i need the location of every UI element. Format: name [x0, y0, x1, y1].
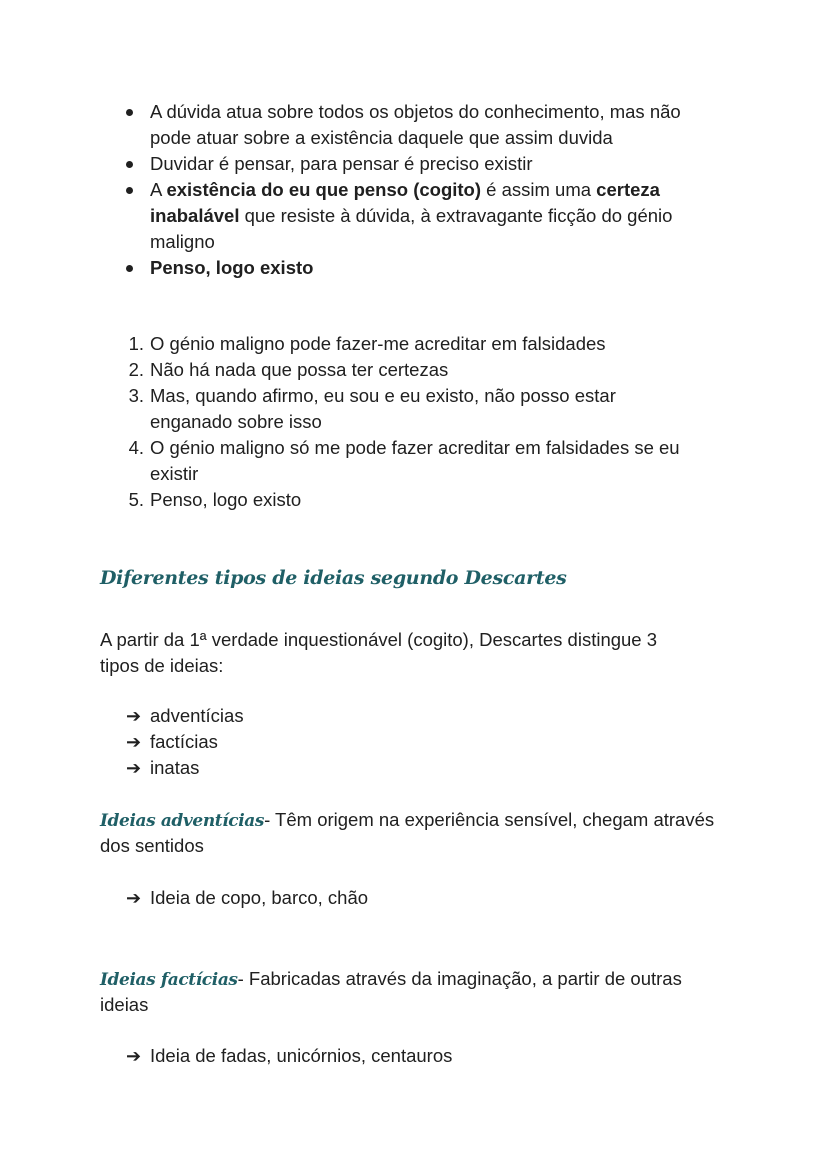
bold-text: certeza [596, 179, 660, 200]
text-run: - Fabricadas através da imaginação, a partir de outras [237, 968, 682, 989]
bullet-item-3-line1 [150, 177, 660, 203]
adventicias-paragraph-line2: dos sentidos [100, 835, 204, 856]
bullet-item-3-line2 [150, 203, 672, 229]
arrow-icon: ➔ [126, 888, 142, 908]
facticias-paragraph-line2: ideias [100, 994, 149, 1015]
numbered-item-3-line2: enganado sobre isso [150, 411, 322, 432]
list-number: 1. [128, 333, 144, 354]
intro-line2: tipos de ideias: [100, 655, 224, 676]
bullet-item-3-line3: maligno [150, 231, 215, 252]
bullet-item-1-line1: A dúvida atua sobre todos os objetos do conhecimento, mas não [150, 101, 681, 122]
adventicias-example: Ideia de copo, barco, chão [150, 887, 369, 908]
type-item: factícias [150, 731, 218, 752]
facticias-label: Ideias factícias [100, 970, 238, 990]
bold-text: inabalável [150, 205, 240, 226]
arrow-icon: ➔ [126, 706, 142, 726]
type-item: inatas [150, 757, 200, 778]
facticias-paragraph-line1 [100, 966, 682, 993]
bullet-item-2: Duvidar é pensar, para pensar é preciso existir [150, 153, 533, 174]
type-item: adventícias [150, 705, 244, 726]
list-number: 3. [128, 385, 144, 406]
numbered-item-4-line2: existir [150, 463, 199, 484]
list-number: 2. [128, 359, 144, 380]
numbered-item-3-line1: Mas, quando afirmo, eu sou e eu existo, não posso estar [150, 385, 616, 406]
bullet-dot [126, 109, 133, 116]
bullet-item-4 [150, 255, 313, 281]
arrow-icon: ➔ [126, 1046, 142, 1066]
text-run: - Têm origem na experiência sensível, chegam através [264, 809, 715, 830]
section-heading: Diferentes tipos de ideias segundo Descartes [100, 567, 567, 589]
list-number: 4. [128, 437, 144, 458]
list-number: 5. [128, 489, 144, 510]
bold-text: existência do eu que penso (cogito) [166, 179, 482, 200]
text-run: A [150, 179, 167, 200]
intro-line1: A partir da 1ª verdade inquestionável (cogito), Descartes distingue 3 [100, 629, 658, 650]
numbered-item-4-line1: O génio maligno só me pode fazer acreditar em falsidades se eu [150, 437, 680, 458]
numbered-item-5: Penso, logo existo [150, 489, 302, 510]
adventicias-paragraph-line1 [100, 807, 714, 834]
bullet-dot [126, 187, 133, 194]
text-run: que resiste à dúvida, à extravagante ficção do génio [239, 205, 673, 226]
adventicias-label: Ideias adventícias [100, 811, 265, 831]
facticias-example: Ideia de fadas, unicórnios, centauros [150, 1045, 453, 1066]
bullet-dot [126, 265, 133, 272]
bullet-dot [126, 161, 133, 168]
bullet-item-1-line2: pode atuar sobre a existência daquele que assim duvida [150, 127, 613, 148]
numbered-item-2: Não há nada que possa ter certezas [150, 359, 449, 380]
arrow-icon: ➔ [126, 732, 142, 752]
arrow-icon: ➔ [126, 758, 142, 778]
numbered-item-1: O génio maligno pode fazer-me acreditar em falsidades [150, 333, 606, 354]
bold-text: Penso, logo existo [150, 257, 314, 278]
text-run: é assim uma [481, 179, 597, 200]
